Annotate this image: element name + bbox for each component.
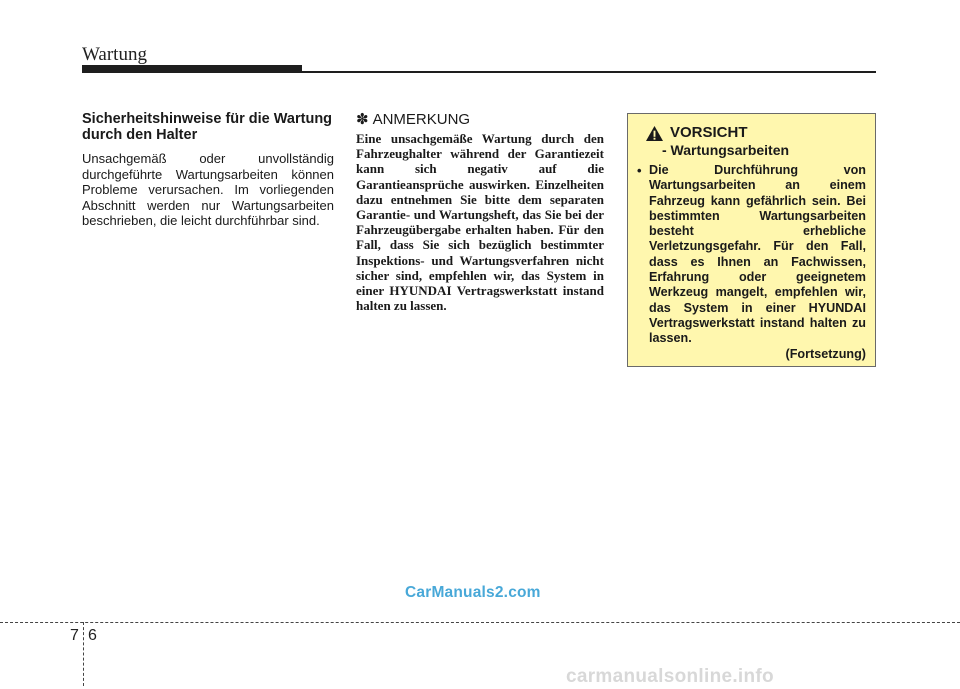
bullet-icon: •	[637, 163, 642, 178]
site-credit-link[interactable]: carmanualsonline.info	[566, 666, 774, 687]
page-chapter-number: 7	[70, 627, 79, 644]
note-section	[356, 111, 604, 313]
page-number: 6	[88, 627, 97, 644]
safety-section	[82, 111, 334, 229]
note-title: ANMERKUNG	[372, 111, 471, 128]
continued-label: (Fortsetzung)	[785, 346, 866, 361]
caution-bullet-item	[637, 163, 866, 347]
safety-body: Unsachgemäß oder unvollständig durchgeführte Wartungsarbeiten können Probleme verursachen. Im vorliegenden Abschnitt werden nur Wartungsarbeiten beschrieben, die leicht durchführbar sind.	[82, 151, 334, 228]
caution-box	[627, 113, 876, 367]
caution-subtitle: - Wartungsarbeiten	[662, 142, 790, 158]
header-rule	[300, 71, 876, 73]
star-cross-icon: ✽	[356, 111, 369, 128]
footer-divider	[0, 622, 960, 623]
caution-text: Die Durchführung von Wartungsarbeiten an einem Fahrzeug kann gefährlich sein. Bei bestimmten Wartungsarbeiten besteht erhebliche Verletzungsgefahr. Für den Fall, dass es Ihnen an Fachwissen, Erfahrung oder geeignetem Werkzeug mangelt, empfehlen wir, das System in einer HYUNDAI Vertragswerkstatt instand halten zu lassen.	[649, 163, 866, 346]
watermark-link[interactable]: CarManuals2.com	[405, 584, 541, 601]
note-body: Eine unsachgemäße Wartung durch den Fahrzeughalter während der Garantiezeit kann sich negativ auf die Garantieansprüche auswirken. Einzelheiten dazu entnehmen Sie bitte dem separaten Garantie- und Wartungsheft, das Sie bei der Fahrzeugübergabe erhalten haben. Für den Fall, dass Sie sich bezüglich bestimmter Inspektions- und Wartungsverfahren nicht sicher sind, empfehlen wir, das System in einer HYUNDAI Vertragswerkstatt instand halten zu lassen.	[356, 131, 604, 314]
header-title: Wartung	[82, 44, 147, 65]
caution-title: VORSICHT	[670, 124, 748, 141]
header-bar-thick	[82, 65, 302, 73]
warning-triangle-icon	[645, 125, 664, 142]
caution-header	[637, 124, 866, 142]
safety-heading: Sicherheitshinweise für die Wartung durch den Halter	[82, 111, 333, 143]
note-header	[356, 111, 604, 129]
footer-vertical-divider	[83, 622, 84, 686]
